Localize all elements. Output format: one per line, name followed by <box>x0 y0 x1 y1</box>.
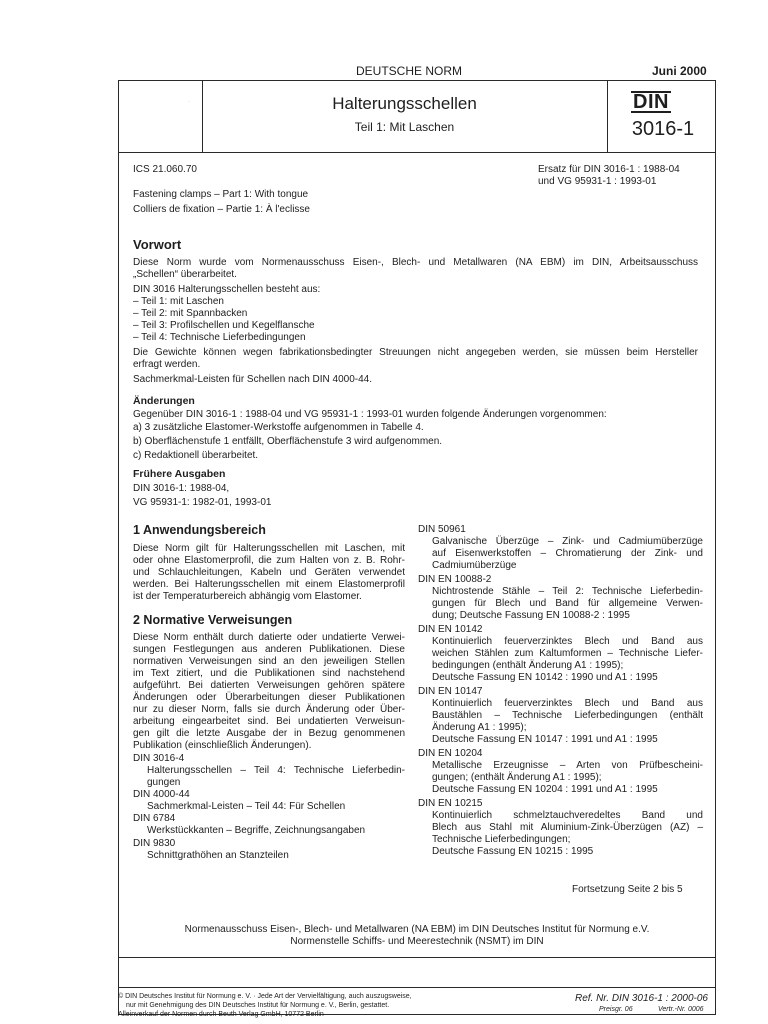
reference-text: bedingungen (enthält Änderung A1 : 1995); <box>432 660 624 671</box>
vorwort-p4: Sachmerkmal-Leisten für Schellen nach DIN 4000-44. <box>133 374 373 385</box>
section2-line: nur zu dieser Norm, falls sie durch Änderung oder Über- <box>133 704 405 715</box>
reference-text: Deutsche Fassung EN 10215 : 1995 <box>432 846 594 857</box>
reference-text: auf Eisenwerkstoffen – Chromatierung der Zink- und <box>432 548 703 559</box>
reference-text: gungen <box>147 777 181 788</box>
copyright-line-3: Alleinverkauf der Normen durch Beuth Verlag GmbH, 10772 Berlin <box>118 1011 324 1018</box>
section1-line: oder ohne Elastomerprofil, die zum Halten von z. B. Rohr- <box>133 555 405 566</box>
fruehere-line-2: VG 95931-1: 1982-01, 1993-01 <box>133 497 272 508</box>
reference-text: dung; Deutsche Fassung EN 10088-2 : 1995 <box>432 610 630 621</box>
document-subtitle: Teil 1: Mit Laschen <box>354 120 455 134</box>
reference-text: Änderung A1 : 1995); <box>432 722 527 733</box>
reference-text: Werkstückkanten – Begriffe, Zeichnungsangaben <box>147 825 366 836</box>
reference-text: Schnittgrathöhen an Stanzteilen <box>147 850 289 861</box>
aenderungen-item: a) 3 zusätzliche Elastomer-Werkstoffe aufgenommen in Tabelle 4. <box>133 422 424 433</box>
document-title: Halterungsschellen <box>332 94 477 113</box>
section2-line: sungen Festlegungen aus anderen Publikationen. Diese <box>133 644 405 655</box>
section2-heading: 2 Normative Verweisungen <box>133 613 293 627</box>
part-item: – Teil 1: mit Laschen <box>133 296 224 307</box>
fruehere-line-1: DIN 3016-1: 1988-04, <box>133 483 230 494</box>
reference-id: DIN 50961 <box>418 524 466 535</box>
section2-line: normativen Verweisungen sind an den jeweiligen Stellen <box>133 656 405 667</box>
reference-text: Sachmerkmal-Leisten – Teil 44: Für Schellen <box>147 801 346 812</box>
section1-heading: 1 Anwendungsbereich <box>133 523 266 537</box>
reference-id: DIN 3016-4 <box>133 753 185 764</box>
section1-line: ist der Temperaturbereich abhängig vom Elastomer. <box>133 591 362 602</box>
vorwort-p2: DIN 3016 Halterungsschellen besteht aus: <box>133 284 321 295</box>
reference-text: weichen Stählen zum Kaltumformen – Technische Liefer- <box>432 648 703 659</box>
title-divider <box>118 152 716 153</box>
ics-code: ICS 21.060.70 <box>133 164 197 175</box>
section1-line: Diese Norm gilt für Halterungsschellen mit Laschen, mit <box>133 543 405 554</box>
reference-text: gungen für Blech und Band für allgemeine Verwen- <box>432 598 703 609</box>
section2-line: im Text zitiert, und die Publikationen sind nachstehend <box>133 668 405 679</box>
reference-text: Cadmiumüberzüge <box>432 560 517 571</box>
section2-line: Diese Norm enthält durch datierte oder undatierte Verwei- <box>133 632 405 643</box>
reference-id: DIN EN 10147 <box>418 686 483 697</box>
reference-id: DIN 9830 <box>133 838 176 849</box>
din-number: 3016-1 <box>631 118 695 140</box>
title-french: Colliers de fixation – Partie 1: À l'eclisse <box>133 204 310 215</box>
reference-text: Nichtrostende Stähle – Teil 2: Technische Lieferbedin- <box>432 586 703 597</box>
reference-text: Kontinuierlich feuerverzinktes Blech und Band aus <box>432 636 703 647</box>
din-logo: DIN <box>633 91 669 113</box>
reference-text: Deutsche Fassung EN 10142 : 1990 und A1 : 1995 <box>432 672 658 683</box>
reference-id: DIN EN 10204 <box>418 748 483 759</box>
price-group: Preisgr. 06 <box>599 1006 633 1013</box>
section2-line: Änderungen oder Überarbeitungen dieser Publikationen <box>133 692 405 703</box>
reference-text: Halterungsschellen – Teil 4: Technische Lieferbedin- <box>147 765 405 776</box>
aenderungen-item: b) Oberflächenstufe 1 entfällt, Oberflächenstufe 3 wird aufgenommen. <box>133 436 443 447</box>
reference-id: DIN EN 10142 <box>418 624 483 635</box>
ref-number: Ref. Nr. DIN 3016-1 : 2000-06 <box>574 993 708 1004</box>
reference-id: DIN EN 10215 <box>418 798 483 809</box>
norm-label: DEUTSCHE NORM <box>356 64 463 78</box>
aenderungen-intro: Gegenüber DIN 3016-1 : 1988-04 und VG 95931-1 : 1993-01 wurden folgende Änderungen vorgenommen: <box>133 409 607 420</box>
vorwort-p3-line2: erfragt werden. <box>133 359 201 370</box>
vorwort-p3-line1: Die Gewichte können wegen fabrikationsbedingter Streuungen nicht angegeben werden, sie müssen beim Hersteller <box>133 347 698 358</box>
vorwort-p1-line2: „Schellen“ überarbeitet. <box>133 269 237 280</box>
replaces-line-1: Ersatz für DIN 3016-1 : 1988-04 <box>538 164 680 175</box>
scan-mark: · <box>188 99 190 105</box>
distribution-number: Vertr.-Nr. 0006 <box>658 1006 704 1013</box>
part-item: – Teil 4: Technische Lieferbedingungen <box>133 332 306 343</box>
copyright-line-1: © DIN Deutsches Institut für Normung e. V. · Jede Art der Vervielfältigung, auch auszugsweise, <box>118 993 412 1000</box>
section1-line: werden. Bei Halterungsschellen mit einem Elastomerprofil <box>133 579 405 590</box>
reference-id: DIN EN 10088-2 <box>418 574 492 585</box>
footer-divider <box>118 987 716 988</box>
publisher-divider <box>118 957 716 958</box>
section2-line: gen gilt die letzte Ausgabe der in Bezug genommenen <box>133 728 405 739</box>
reference-id: DIN 4000-44 <box>133 789 190 800</box>
vorwort-p1-line1: Diese Norm wurde vom Normenausschuss Eisen-, Blech- und Metallwaren (NA EBM) im DIN, Arbeitsausschuss <box>133 257 698 268</box>
vorwort-heading: Vorwort <box>133 237 182 252</box>
reference-text: Deutsche Fassung EN 10147 : 1991 und A1 : 1995 <box>432 734 658 745</box>
reference-text: Kontinuierlich feuerverzinktes Blech und Band aus <box>432 698 703 709</box>
reference-text: Baustählen – Technische Lieferbedingungen (enthält <box>432 710 703 721</box>
title-right-divider <box>607 80 608 152</box>
title-english: Fastening clamps – Part 1: With tongue <box>133 189 309 200</box>
fruehere-heading: Frühere Ausgaben <box>133 468 226 480</box>
section2-line: aufgeführt. Bei datierten Verweisungen gehören spätere <box>133 680 405 691</box>
part-item: – Teil 3: Profilschellen und Kegelflansche <box>133 320 315 331</box>
section2-line: Publikation (einschließlich Änderungen). <box>133 740 312 751</box>
aenderungen-heading: Änderungen <box>133 395 195 407</box>
part-item: – Teil 2: mit Spannbacken <box>133 308 248 319</box>
continuation-note: Fortsetzung Seite 2 bis 5 <box>572 884 683 895</box>
title-left-divider <box>202 80 203 152</box>
section1-line: und Schlauchleitungen, Kabeln und Geräten verwendet <box>133 567 405 578</box>
reference-text: Deutsche Fassung EN 10204 : 1991 und A1 : 1995 <box>432 784 658 795</box>
reference-text: Kontinuierlich schmelztauchveredeltes Band und <box>432 810 703 821</box>
publisher-line-1: Normenausschuss Eisen-, Blech- und Metallwaren (NA EBM) im DIN Deutsches Institut für Normung e.V. <box>184 924 650 935</box>
reference-text: Blech aus Stahl mit Aluminium-Zink-Überzügen (AZ) – <box>432 822 703 833</box>
reference-text: Metallische Erzeugnisse – Arten von Prüfbescheini- <box>432 760 703 771</box>
reference-text: Technische Lieferbedingungen; <box>432 834 571 845</box>
reference-text: Galvanische Überzüge – Zink- und Cadmiumüberzüge <box>432 536 703 547</box>
aenderungen-item: c) Redaktionell überarbeitet. <box>133 450 259 461</box>
reference-id: DIN 6784 <box>133 813 176 824</box>
section2-line: arbeitung eingearbeitet sind. Bei undatierten Verweisun- <box>133 716 405 727</box>
copyright-line-2: nur mit Genehmigung des DIN Deutsches Institut für Normung e. V., Berlin, gestattet. <box>126 1002 390 1009</box>
reference-text: gungen; (enthält Änderung A1 : 1995); <box>432 772 602 783</box>
issue-date: Juni 2000 <box>652 64 707 78</box>
publisher-line-2: Normenstelle Schiffs- und Meerestechnik (NSMT) im DIN <box>290 936 544 947</box>
replaces-line-2: und VG 95931-1 : 1993-01 <box>538 176 657 187</box>
